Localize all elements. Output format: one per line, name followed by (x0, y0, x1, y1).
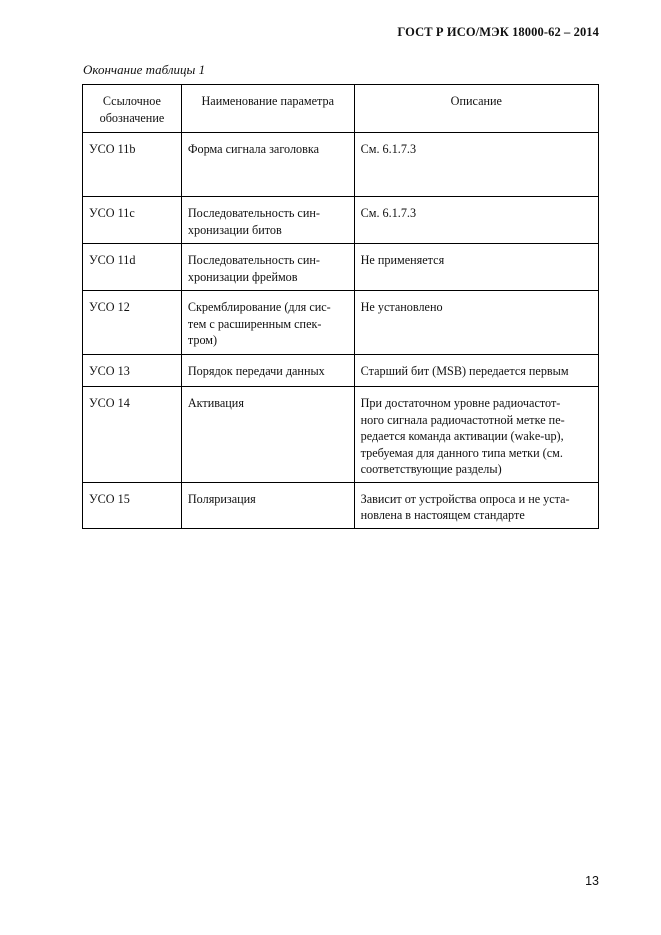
description-cell: Зависит от устройства опроса и не уста- новлена в настоящем стандарте (354, 482, 598, 528)
table-row (83, 197, 599, 244)
table-row (83, 387, 599, 483)
table-row (83, 482, 599, 528)
description-cell: Старший бит (MSB) передается первым (354, 355, 598, 387)
description-cell: См. 6.1.7.3 (354, 133, 598, 197)
ref-cell: УСО 11c (83, 197, 182, 244)
description-cell: Не применяется (354, 244, 598, 291)
table-header-row (83, 85, 599, 133)
name-cell: Последовательность син- хронизации битов (181, 197, 354, 244)
column-header-ref: Ссылочное обозначение (83, 85, 182, 133)
table-caption: Окончание таблицы 1 (83, 62, 206, 77)
parameters-table (82, 84, 599, 529)
name-cell: Порядок передачи данных (181, 355, 354, 387)
description-cell: См. 6.1.7.3 (354, 197, 598, 244)
column-header-name: Наименование параметра (181, 85, 354, 133)
ref-cell: УСО 15 (83, 482, 182, 528)
name-cell: Последовательность син- хронизации фреймов (181, 244, 354, 291)
table-row (83, 291, 599, 355)
description-cell: При достаточном уровне радиочастот- ного сигнала радиочастотной метке пе- редается команда активации (wake-up), требуемая для данного типа метки (см. соответствующие разделы) (354, 387, 598, 483)
table-row (83, 355, 599, 387)
ref-cell: УСО 12 (83, 291, 182, 355)
ref-cell: УСО 11d (83, 244, 182, 291)
column-header-description: Описание (354, 85, 598, 133)
document-header: ГОСТ Р ИСО/МЭК 18000-62 – 2014 (397, 25, 599, 39)
table-row (83, 244, 599, 291)
ref-cell: УСО 11b (83, 133, 182, 197)
name-cell: Поляризация (181, 482, 354, 528)
name-cell: Активация (181, 387, 354, 483)
description-cell: Не установлено (354, 291, 598, 355)
name-cell: Скремблирование (для сис- тем с расширенным спек- тром) (181, 291, 354, 355)
page-number: 13 (585, 874, 599, 888)
ref-cell: УСО 13 (83, 355, 182, 387)
table-row (83, 133, 599, 197)
name-cell: Форма сигнала заголовка (181, 133, 354, 197)
ref-cell: УСО 14 (83, 387, 182, 483)
